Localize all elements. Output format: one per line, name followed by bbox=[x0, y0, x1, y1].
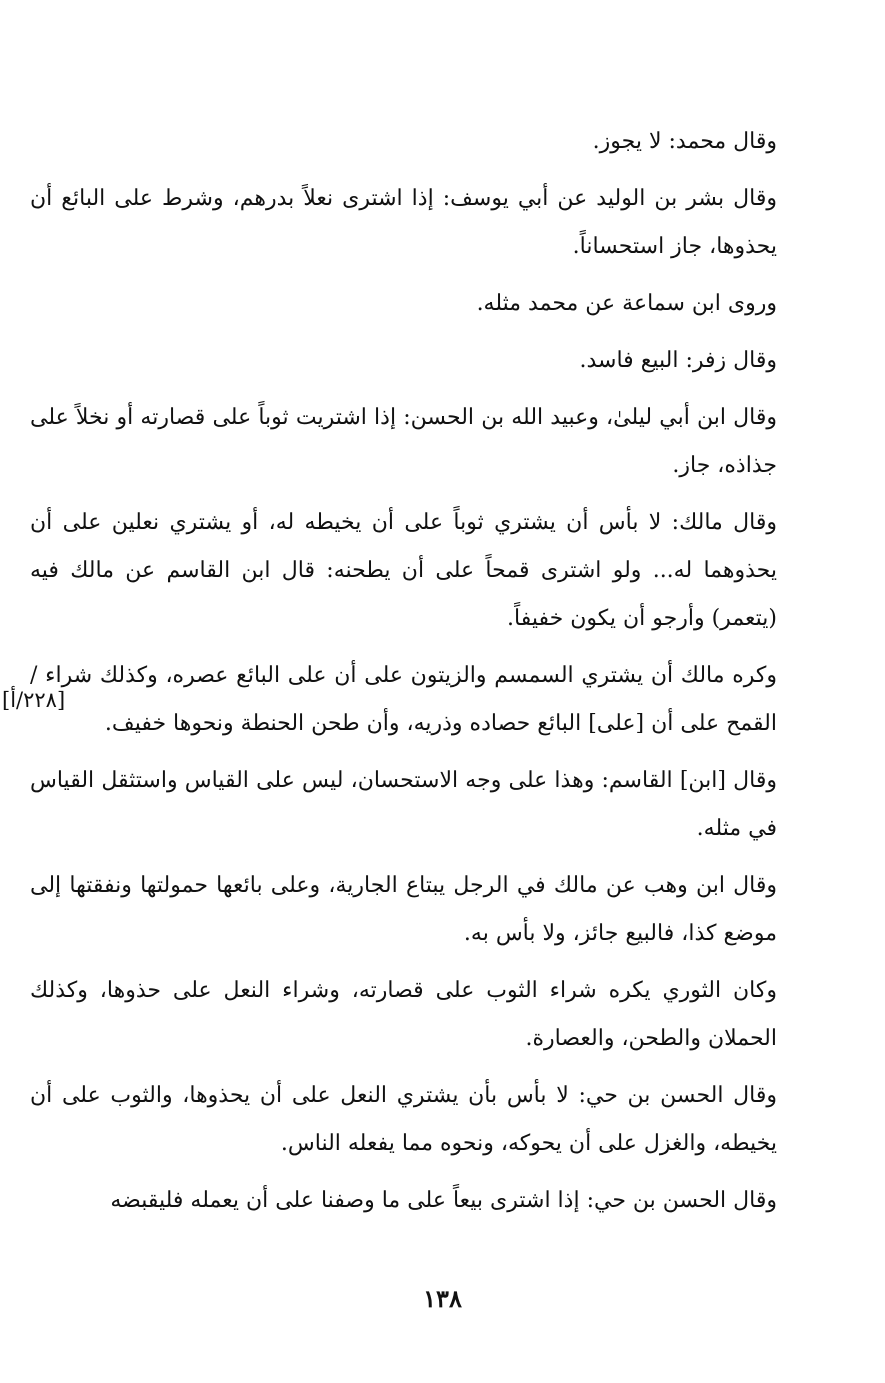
paragraph-4: وقال زفر: البيع فاسد. bbox=[579, 348, 777, 373]
paragraph-2: وقال بشر بن الوليد عن أبي يوسف: إذا اشترى نعلاً بدرهم، وشرط على البائع أن يحذوها، جاز استحساناً. bbox=[30, 186, 777, 259]
page-number: ١٣٨ bbox=[423, 1284, 462, 1313]
paragraph-1: وقال محمد: لا يجوز. bbox=[592, 129, 777, 154]
paragraph-3: وروى ابن سماعة عن محمد مثله. bbox=[476, 291, 777, 316]
paragraph-11: وقال الحسن بن حي: لا بأس بأن يشتري النعل على أن يحذوها، والثوب على أن يخيطه، والغزل على أن يحوكه، ونحوه مما يفعله الناس. bbox=[30, 1083, 777, 1156]
paragraph-10: وكان الثوري يكره شراء الثوب على قصارته، وشراء النعل على حذوها، وكذلك الحملان والطحن، والعصارة. bbox=[30, 978, 777, 1051]
paragraph-12: وقال الحسن بن حي: إذا اشترى بيعاً على ما وصفنا على أن يعمله فليقبضه bbox=[110, 1188, 777, 1213]
paragraph-6: وقال مالك: لا بأس أن يشتري ثوباً على أن يخيطه له، أو يشتري نعلين على أن يحذوهما له... ولو اشترى قمحاً على أن يطحنه: قال ابن القاسم عن مالك فيه (يتعمر) وأرجو أن يكون خفيفاً. bbox=[30, 510, 777, 631]
paragraph-7: وكره مالك أن يشتري السمسم والزيتون على أن على البائع عصره، وكذلك شراء / القمح على أن [على] البائع حصاده وذريه، وأن طحن الحنطة ونحوها خفيف. bbox=[30, 663, 777, 736]
paragraph-8: وقال [ابن] القاسم: وهذا على وجه الاستحسان، ليس على القياس واستثقل القياس في مثله. bbox=[30, 768, 777, 841]
paragraph-5: وقال ابن أبي ليلىٰ، وعبيد الله بن الحسن: إذا اشتريت ثوباً على قصارته أو نخلاً على جذاذه، جاز. bbox=[30, 405, 777, 478]
margin-folio-reference: [٢٢٨/أ] bbox=[2, 688, 66, 712]
paragraph-9: وقال ابن وهب عن مالك في الرجل يبتاع الجارية، وعلى بائعها حمولتها ونفقتها إلى موضع كذا، فالبيع جائز، ولا بأس به. bbox=[30, 873, 777, 946]
page-body bbox=[30, 118, 777, 1234]
